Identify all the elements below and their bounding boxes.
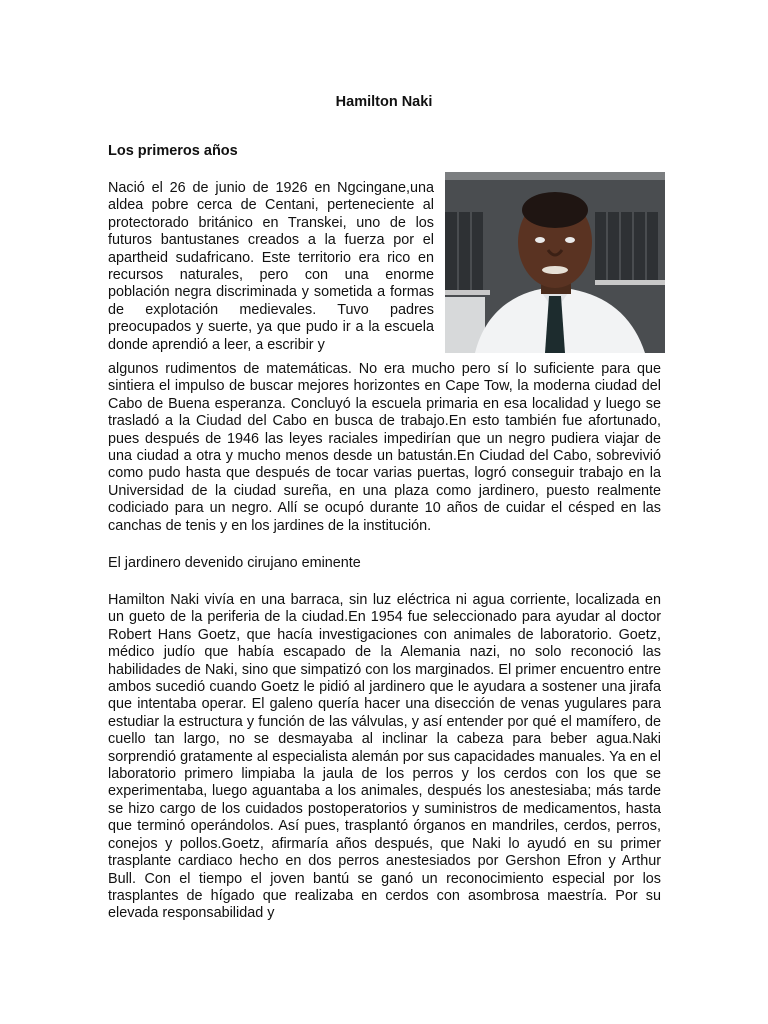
paragraph-1-wrapped: Nació el 26 de junio de 1926 en Ngcingane,una aldea pobre cerca de Centani, perteneciente al protectorado británico en Transkei, uno de los futuros bantustanes creados a la fuerza por el apartheid sudafricano. Este territorio era rico en recursos naturales, pero con una enorme población negra discriminada y sometida a formas de explotación medievales. Tuvo padres preocupados y suerte, ya que pudo ir a la escuela donde aprendió a leer, a escribir y	[108, 180, 434, 353]
portrait-photo	[445, 172, 665, 353]
paragraph-2: Hamilton Naki vivía en una barraca, sin luz eléctrica ni agua corriente, localizada en un gueto de la periferia de la ciudad.En 1954 fue seleccionado para ayudar al doctor Robert Hans Goetz, que hacía investigaciones con animales de laboratorio. Goetz, médico judío que había escapado de la Alemania nazi, no solo reconoció las habilidades de Naki, sino que simpatizó con los marginados. El primer encuentro entre ambos sucedió cuando Goetz le pidió al jardinero que le ayudara a sostener una jirafa que intentaba operar. El galeno quería hacer una disección de venas yugulares para estudiar la estructura y función de las válvulas, y así entender por qué el mamífero, de cuello tan largo, no se desmayaba al inclinar la cabeza para beber agua.Naki sorprendió gratamente al especialista alemán por sus capacidades manuales. Ya en el laboratorio primero limpiaba la jaula de los perros y los cerdos con los que se experimentaba, luego aguantaba a los animales, después los anestesiaba; más tarde se hizo cargo de los cuidados postoperatorios y suministros de medicamentos, hasta que terminó operándolos. Así pues, trasplantó órganos en mandriles, cerdos, perros, conejos y pollos.Goetz, afirmaría años después, que Naki lo ayudó en su primer trasplante cardiaco hecho en dos perros anestesiados por Gershon Efron y Arthur Bull. Con el tiempo el joven bantú se ganó un reconocimiento especial por los trasplantes de hígado que realizaba en cerdos con asombrosa maestría. Por su elevada responsabilidad y	[108, 592, 661, 922]
subheading: El jardinero devenido cirujano eminente	[108, 555, 361, 571]
section-heading: Los primeros años	[108, 143, 238, 159]
paragraph-1-continued: algunos rudimentos de matemáticas. No era mucho pero sí lo suficiente para que sintiera el impulso de buscar mejores horizontes en Cape Tow, la moderna ciudad del Cabo de Buena esperanza. Concluyó la escuela primaria en esa localidad y luego se trasladó a la Ciudad del Cabo en busca de trabajo.En esto también fue afortunado, pues después de 1946 las leyes raciales impedirían que un negro pudiera viajar de una ciudad a otra y mucho menos desde un batustán.En Ciudad del Cabo, sobrevivió como pudo hasta que después de tocar varias puertas, logró conseguir trabajo en la Universidad de la ciudad sureña, en una plaza como jardinero, puesto realmente codiciado para un negro. Allí se ocupó durante 10 años de cuidar el césped en las canchas de tenis y en los jardines de la institución.	[108, 361, 661, 534]
document-title: Hamilton Naki	[335, 94, 433, 110]
